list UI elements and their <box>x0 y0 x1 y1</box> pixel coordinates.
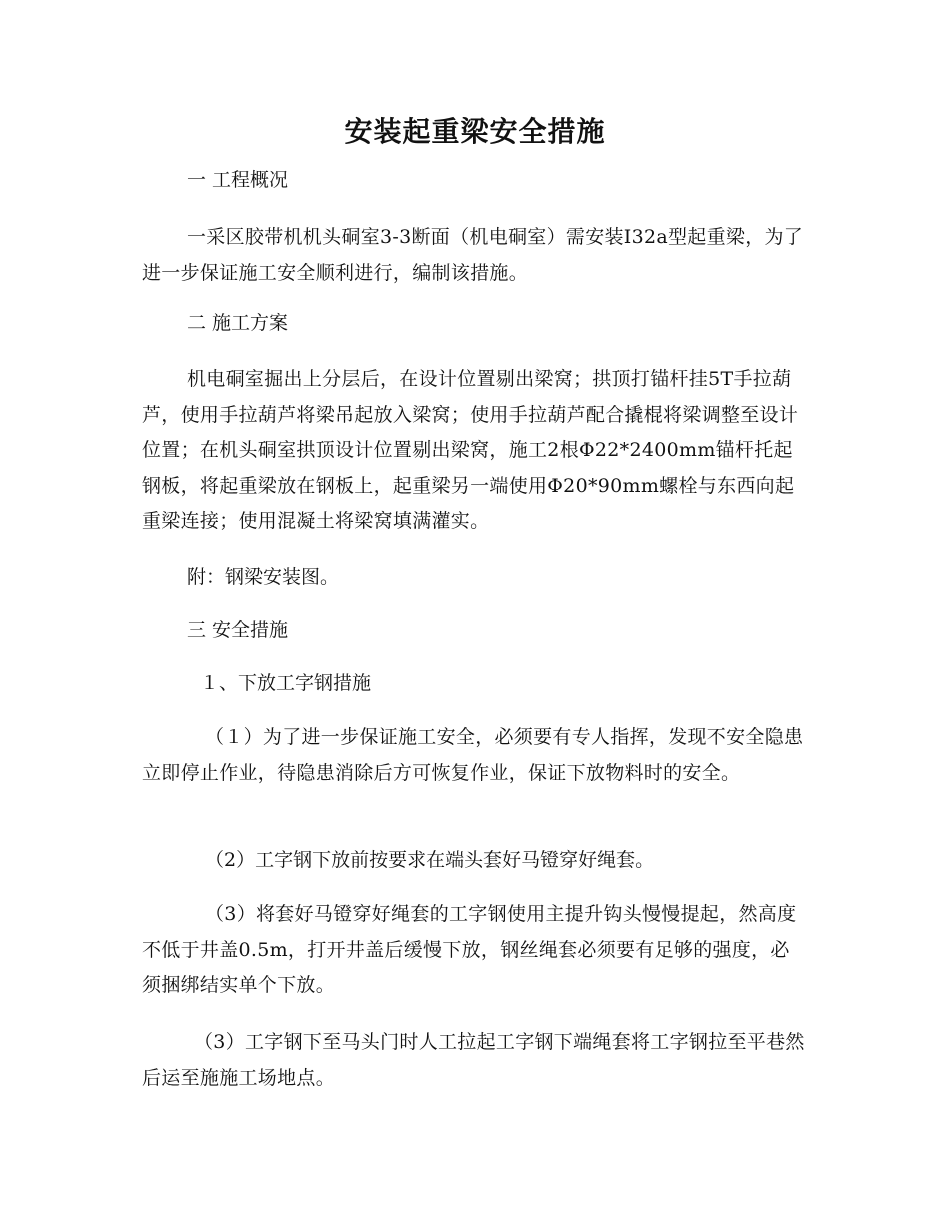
paragraph-overview: 一采区胶带机机头硐室3-3断面（机电硐室）需安装I32a型起重梁，为了进一步保证施工安全顺利进行，编制该措施。 <box>142 226 804 284</box>
paragraph-attachment: 附：钢梁安装图。 <box>187 566 340 588</box>
section-heading-safety: 三 安全措施 <box>187 619 289 641</box>
document-title: 安装起重梁安全措施 <box>344 115 606 148</box>
paragraph-plan: 机电硐室掘出上分层后，在设计位置剔出梁窝；拱顶打锚杆挂5T手拉葫芦，使用手拉葫芦将梁吊起放入梁窝；使用手拉葫芦配合撬棍将梁调整至设计位置；在机头硐室拱顶设计位置剔出梁窝，施工2根Φ22*2400mm锚杆托起钢板，将起重梁放在钢板上，起重梁另一端使用Φ20*90mm螺栓与东西向起重梁连接；使用混凝土将梁窝填满灌实。 <box>142 368 799 532</box>
paragraph-item-2: （2）工字钢下放前按要求在端头套好马镫穿好绳套。 <box>205 849 655 871</box>
subheading-lowering-steel: １、下放工字钢措施 <box>200 672 372 694</box>
section-heading-overview: 一 工程概况 <box>187 169 289 191</box>
paragraph-item-3: （3）将套好马镫穿好绳套的工字钢使用主提升钩头慢慢提起，然高度不低于井盖0.5m，打开井盖后缓慢下放，钢丝绳套必须要有足够的强度，必须捆绑结实单个下放。 <box>142 903 797 996</box>
section-heading-plan: 二 施工方案 <box>187 312 289 334</box>
paragraph-item-3b: （3）工字钢下至马头门时人工拉起工字钢下端绳套将工字钢拉至平巷然后运至施施工场地点。 <box>142 1031 805 1089</box>
paragraph-item-1: （１）为了进一步保证施工安全，必须要有专人指挥，发现不安全隐患立即停止作业，待隐患消除后方可恢复作业，保证下放物料时的安全。 <box>142 726 804 784</box>
